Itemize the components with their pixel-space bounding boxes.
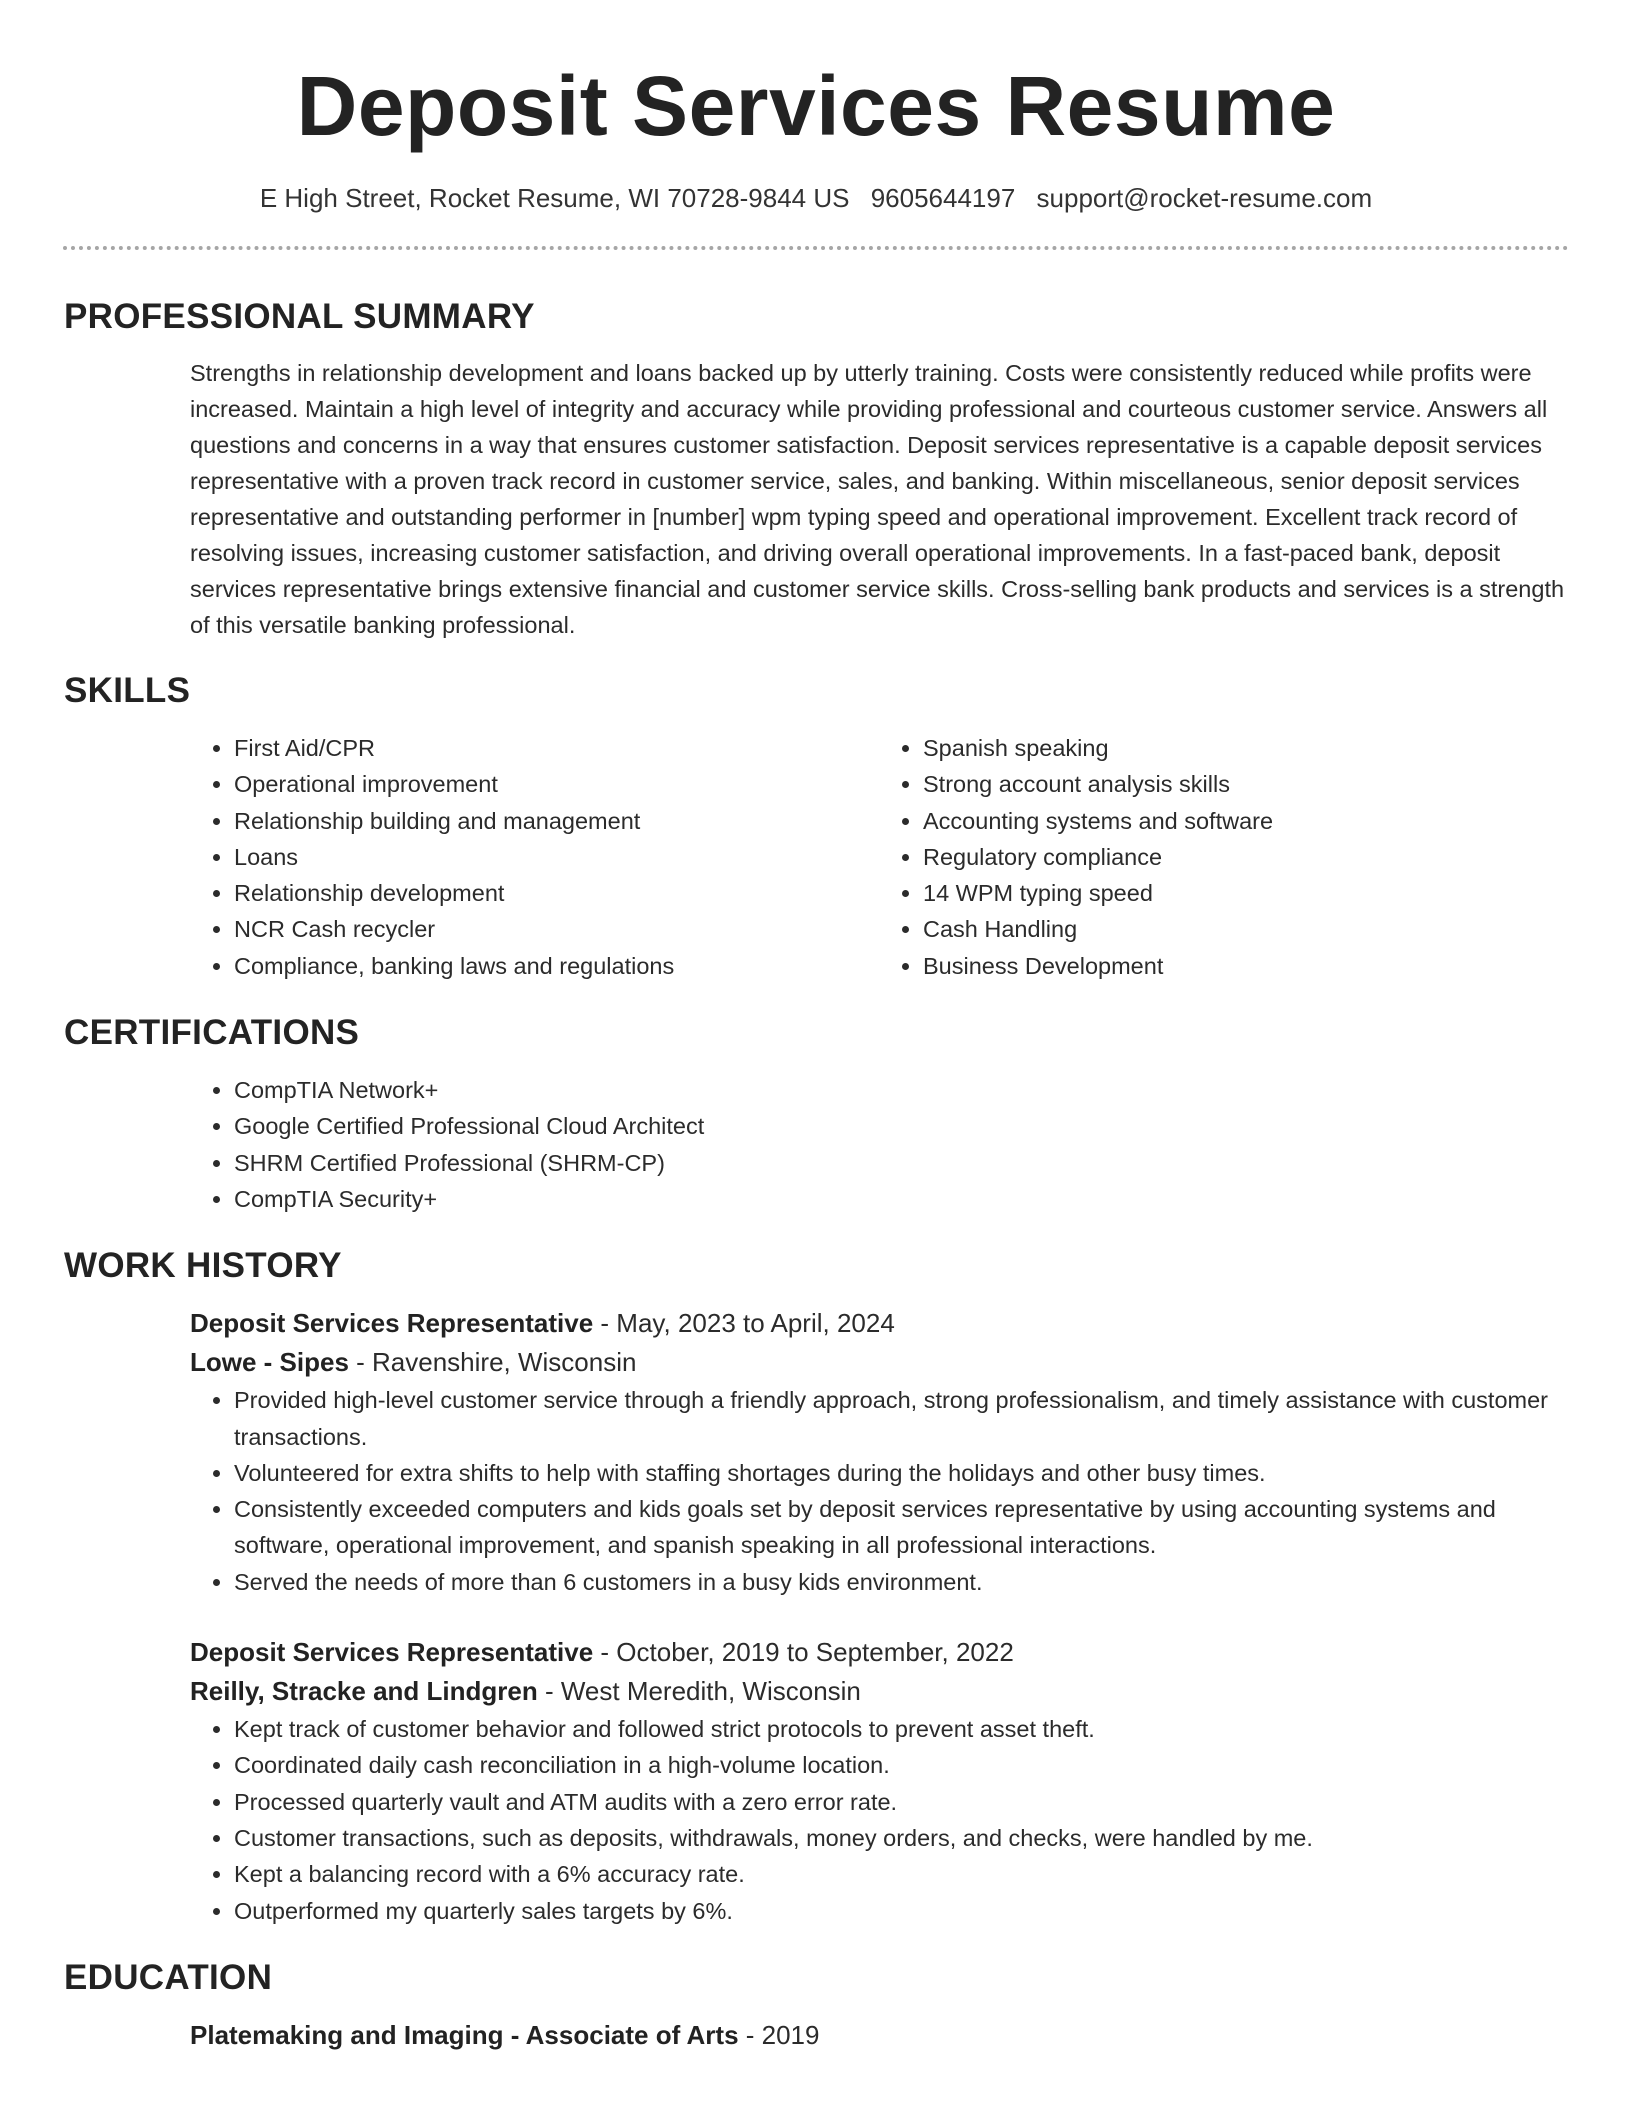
list-item: • Consistently exceeded computers and kids goals set by deposit services representative by using accounting systems and software, operational improvement, and spanish speaking in all professional interactions. xyxy=(234,1491,1568,1564)
company-line xyxy=(190,1672,1568,1711)
list-item: • Kept track of customer behavior and followed strict protocols to prevent asset theft. xyxy=(234,1711,1568,1747)
job-dates: - October, 2019 to September, 2022 xyxy=(593,1637,1014,1668)
job-title: Deposit Services Representative xyxy=(190,1308,594,1339)
skills-list-right xyxy=(879,730,1568,984)
job-title-line xyxy=(190,1304,1568,1343)
list-item: • Spanish speaking xyxy=(923,730,1568,766)
job-title-line xyxy=(190,1633,1568,1672)
list-item: • Volunteered for extra shifts to help with staffing shortages during the holidays and other busy times. xyxy=(234,1455,1568,1491)
list-item: • First Aid/CPR xyxy=(234,730,879,766)
company-name: Reilly, Stracke and Lindgren xyxy=(190,1676,538,1707)
education-heading: EDUCATION xyxy=(64,1957,273,1997)
list-item: • Regulatory compliance xyxy=(923,839,1568,875)
list-item: • 14 WPM typing speed xyxy=(923,875,1568,911)
skills-list-left xyxy=(190,730,879,984)
list-item: • Accounting systems and software xyxy=(923,803,1568,839)
graduation-year: - 2019 xyxy=(738,2019,820,2050)
list-item: • Coordinated daily cash reconciliation in a high-volume location. xyxy=(234,1747,1568,1783)
summary-heading: PROFESSIONAL SUMMARY xyxy=(64,297,535,336)
list-item: • Strong account analysis skills xyxy=(923,766,1568,802)
job-entry xyxy=(190,1633,1568,1929)
list-item: • Kept a balancing record with a 6% accuracy rate. xyxy=(234,1856,1568,1892)
skills-section xyxy=(64,671,1568,984)
company-location: - West Meredith, Wisconsin xyxy=(537,1676,861,1707)
list-item: • Loans xyxy=(234,839,879,875)
list-item: • Provided high-level customer service through a friendly approach, strong professionalism, and timely assistance with customer transactions. xyxy=(234,1382,1568,1455)
certifications-heading: CERTIFICATIONS xyxy=(64,1013,360,1053)
summary-section xyxy=(64,297,1568,643)
skills-heading: SKILLS xyxy=(64,671,191,710)
job-dates: - May, 2023 to April, 2024 xyxy=(593,1308,895,1339)
company-location: - Ravenshire, Wisconsin xyxy=(348,1347,637,1378)
certifications-list xyxy=(190,1072,1568,1217)
job-entry xyxy=(190,1304,1568,1600)
work-history-heading: WORK HISTORY xyxy=(64,1246,342,1286)
list-item: • Relationship development xyxy=(234,875,879,911)
list-item: • NCR Cash recycler xyxy=(234,911,879,947)
list-item: • Customer transactions, such as deposits, withdrawals, money orders, and checks, were handled by me. xyxy=(234,1820,1568,1856)
list-item: • Google Certified Professional Cloud Architect xyxy=(234,1108,1568,1144)
list-item: • CompTIA Network+ xyxy=(234,1072,1568,1108)
email: support@rocket-resume.com xyxy=(1036,183,1373,213)
company-name: Lowe - Sipes xyxy=(190,1347,349,1378)
job-title: Deposit Services Representative xyxy=(190,1637,594,1668)
list-item: • Business Development xyxy=(923,948,1568,984)
work-history-section xyxy=(64,1246,1568,1929)
list-item: • Outperformed my quarterly sales targets by 6%. xyxy=(234,1893,1568,1929)
page-title: Deposit Services Resume xyxy=(296,59,1336,153)
list-item: • Operational improvement xyxy=(234,766,879,802)
list-item: • Processed quarterly vault and ATM audits with a zero error rate. xyxy=(234,1784,1568,1820)
resume-header xyxy=(0,0,1632,216)
list-item: • Relationship building and management xyxy=(234,803,879,839)
phone: 9605644197 xyxy=(870,183,1016,213)
degree: Platemaking and Imaging - Associate of Arts xyxy=(190,2019,739,2050)
company-line xyxy=(190,1343,1568,1382)
summary-text: Strengths in relationship development and loans backed up by utterly training. Costs were consistently reduced while profits were increased. Maintain a high level of integrity and accuracy while providing professional and courteous customer service. Answers all questions and concerns in a way that ensures customer satisfaction. Deposit services representative is a capable deposit services representative with a proven track record in customer service, sales, and banking. Within miscellaneous, senior deposit services representative and outstanding performer in [number] wpm typing speed and operational improvement. Excellent track record of resolving issues, increasing customer satisfaction, and driving overall operational improvements. In a fast-paced bank, deposit services representative brings extensive financial and customer service skills. Cross-selling bank products and services is a strength of this versatile banking professional. xyxy=(190,360,1565,638)
contact-line xyxy=(0,180,1632,216)
list-item: • Compliance, banking laws and regulations xyxy=(234,948,879,984)
list-item: • Cash Handling xyxy=(923,911,1568,947)
education-section xyxy=(64,1958,1568,2055)
job-duties-list xyxy=(190,1711,1568,1929)
certifications-section xyxy=(64,1013,1568,1217)
header-divider xyxy=(63,246,1569,250)
education-line xyxy=(190,2016,1568,2055)
skills-grid xyxy=(190,730,1568,984)
address: E High Street, Rocket Resume, WI 70728-9844 US xyxy=(259,183,850,213)
list-item: • CompTIA Security+ xyxy=(234,1181,1568,1217)
job-duties-list xyxy=(190,1382,1568,1600)
list-item: • SHRM Certified Professional (SHRM-CP) xyxy=(234,1145,1568,1181)
list-item: • Served the needs of more than 6 customers in a busy kids environment. xyxy=(234,1564,1568,1600)
